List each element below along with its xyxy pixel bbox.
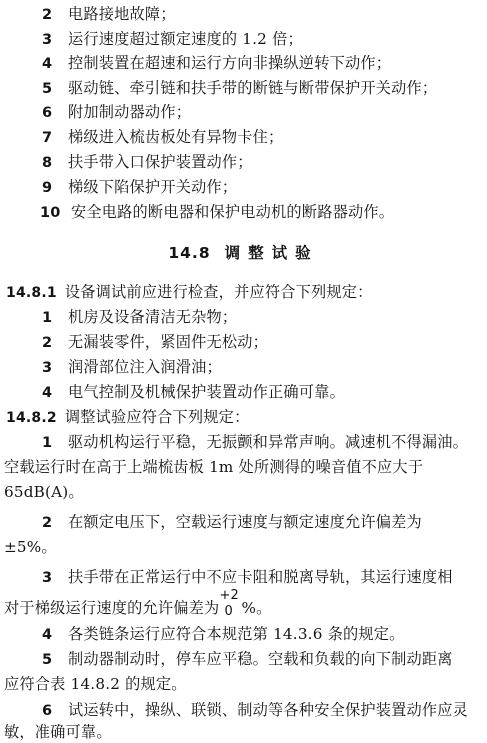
item-text: 应符合表 14.8.2 的规定。 — [4, 675, 187, 693]
item-text: 电路接地故障； — [68, 5, 176, 23]
item-number: 8 — [42, 155, 53, 171]
item-number: 7 — [42, 130, 53, 146]
item-number: 10 — [40, 205, 61, 221]
paragraph-line — [42, 567, 453, 588]
item-number: 9 — [42, 180, 53, 196]
item-text: 在额定电压下，空载运行速度与额定速度允许偏差为 — [68, 513, 422, 531]
item-number: 5 — [42, 652, 53, 668]
list-item — [42, 307, 237, 328]
clause-heading — [6, 282, 373, 303]
list-item — [42, 102, 191, 123]
item-text: 附加制动器动作； — [68, 103, 192, 121]
paragraph-line — [42, 432, 468, 453]
list-item — [42, 4, 176, 25]
item-number: 2 — [42, 515, 53, 531]
item-text: 驱动链、牵引链和扶手带的断链与断带保护开关动作； — [68, 79, 438, 97]
list-item — [42, 53, 391, 74]
list-item — [42, 29, 303, 50]
item-text: 电气控制及机械保护装置动作正确可靠。 — [68, 383, 345, 401]
tolerance-fraction — [219, 588, 241, 619]
item-number: 3 — [42, 360, 53, 376]
item-text: 机房及设备清洁无杂物； — [68, 308, 238, 326]
paragraph-line — [42, 649, 453, 670]
item-number: 4 — [42, 627, 53, 643]
list-item — [42, 357, 222, 378]
item-text: 扶手带入口保护装置动作； — [68, 153, 253, 171]
item-number: 3 — [42, 32, 53, 48]
item-number: 1 — [42, 310, 53, 326]
item-text: 无漏装零件，紧固件无松动； — [68, 333, 269, 351]
tolerance-upper: +2 — [219, 588, 240, 603]
clause-heading — [6, 407, 249, 428]
item-text: 驱动机构运行平稳，无振颤和异常声响。减速机不得漏油。 — [68, 433, 469, 451]
item-text: 各类链条运行应符合本规范第 14.3.6 条的规定。 — [68, 625, 405, 643]
list-item — [42, 177, 237, 198]
paragraph-line — [42, 512, 422, 533]
list-item — [42, 382, 345, 403]
list-item — [42, 332, 268, 353]
item-number: 6 — [42, 105, 53, 121]
item-text: %。 — [241, 599, 272, 617]
item-number: 1 — [42, 435, 53, 451]
item-text: 梯级进入梳齿板处有异物卡住； — [68, 128, 284, 146]
item-number: 6 — [42, 703, 53, 719]
list-item — [42, 78, 437, 99]
item-text: 梯级下陷保护开关动作； — [68, 178, 238, 196]
item-number: 4 — [42, 385, 53, 401]
paragraph-line — [42, 700, 468, 721]
item-text: 敏，准确可靠。 — [4, 723, 112, 741]
clause-number: 14.8.1 — [6, 285, 57, 301]
paragraph-line — [4, 722, 112, 742]
item-text: 空载运行时在高于上端梳齿板 1m 处所测得的噪音值不应大于 — [4, 458, 424, 476]
item-text: ±5%。 — [4, 538, 57, 556]
item-text: 65dB(A)。 — [4, 483, 84, 501]
item-number: 2 — [42, 335, 53, 351]
section-number: 14.8 — [168, 244, 211, 262]
item-text: 润滑部位注入润滑油； — [68, 358, 222, 376]
list-item — [42, 152, 253, 173]
item-number: 3 — [42, 570, 53, 586]
tolerance-lower: 0 — [224, 604, 233, 619]
clause-text: 调整试验应符合下列规定： — [64, 408, 250, 426]
list-item — [40, 202, 394, 223]
paragraph-line — [42, 624, 405, 645]
item-text: 对于梯级运行速度的允许偏差为 — [4, 599, 220, 617]
paragraph-line — [4, 537, 57, 557]
item-text: 安全电路的断电器和保护电动机的断路器动作。 — [71, 203, 395, 221]
paragraph-line — [4, 588, 272, 619]
item-text: 控制装置在超速和运行方向非操纵逆转下动作； — [68, 54, 392, 72]
paragraph-line — [4, 457, 423, 477]
item-text: 试运转中，操纵、联锁、制动等各种安全保护装置动作应灵 — [68, 701, 469, 719]
section-title: 调整试验 — [224, 244, 319, 262]
paragraph-line — [4, 674, 187, 694]
item-number: 5 — [42, 81, 53, 97]
item-text: 扶手带在正常运行中不应卡阻和脱离导轨，其运行速度相 — [68, 568, 453, 586]
list-item — [42, 127, 283, 148]
item-text: 制动器制动时，停车应平稳。空载和负载的向下制动距离 — [68, 650, 453, 668]
section-heading — [0, 243, 487, 263]
item-number: 4 — [42, 56, 53, 72]
paragraph-line — [4, 482, 84, 502]
clause-number: 14.8.2 — [6, 410, 57, 426]
item-number: 2 — [42, 7, 53, 23]
item-text: 运行速度超过额定速度的 1.2 倍； — [68, 30, 303, 48]
clause-text: 设备调试前应进行检查，并应符合下列规定： — [64, 283, 373, 301]
